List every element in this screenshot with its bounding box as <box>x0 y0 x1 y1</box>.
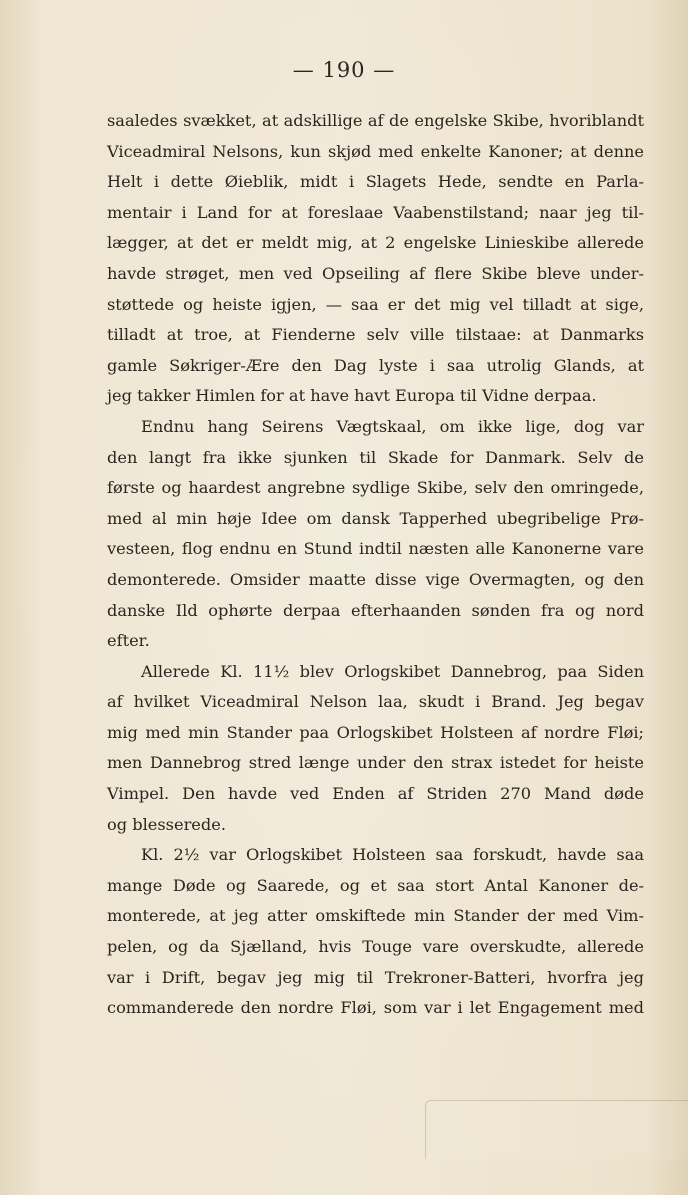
page-corner-stain <box>425 1100 688 1159</box>
text-line: lægger, at det er meldt mig, at 2 engelske Linieskibe allerede <box>107 233 644 253</box>
text-line: den langt fra ikke sjunken til Skade for Danmark. Selv de <box>107 447 644 467</box>
text-line: af hvilket Viceadmiral Nelson laa, skudt i Brand. Jeg begav <box>107 692 644 712</box>
text-line: Kl. 2½ var Orlogskibet Holsteen saa forskudt, havde saa <box>141 845 644 865</box>
paragraph <box>107 412 644 657</box>
text-line: Helt i dette Øieblik, midt i Slagets Hede, sendte en Parla- <box>107 172 644 192</box>
text-line: danske Ild ophørte derpaa efterhaanden sønden fra og nord <box>107 600 644 620</box>
text-line: Vimpel. Den havde ved Enden af Striden 270 Mand døde <box>107 784 644 804</box>
text-line: støttede og heiste igjen, — saa er det mig vel tilladt at sige, <box>107 294 644 314</box>
text-line: commanderede den nordre Fløi, som var i let Engagement med <box>107 998 644 1018</box>
body-text <box>107 106 644 1024</box>
text-line: var i Drift, begav jeg mig til Trekroner-Batteri, hvorfra jeg <box>107 967 644 987</box>
text-line: jeg takker Himlen for at have havt Europa til Vidne derpaa. <box>107 386 597 406</box>
text-line: saaledes svækket, at adskillige af de engelske Skibe, hvoriblandt <box>107 111 644 130</box>
text-line: Allerede Kl. 11½ blev Orlogskibet Dannebrog, paa Siden <box>141 661 644 681</box>
text-line: med al min høje Idee om dansk Tapperhed ubegribelige Prø- <box>107 508 644 528</box>
text-line: første og haardest angrebne sydlige Skibe, selv den omringede, <box>107 478 644 498</box>
text-line: vesteen, flog endnu en Stund indtil næsten alle Kanonerne vare <box>107 539 644 559</box>
text-line: Viceadmiral Nelsons, kun skjød med enkelte Kanoner; at denne <box>107 141 644 161</box>
paragraph <box>107 106 644 412</box>
text-line: efter. <box>107 631 150 651</box>
page-number: — 190 — <box>292 58 396 82</box>
text-line: men Dannebrog stred længe under den strax istedet for heiste <box>107 753 644 773</box>
text-line: pelen, og da Sjælland, hvis Touge vare overskudte, allerede <box>107 937 644 957</box>
text-line: mange Døde og Saarede, og et saa stort Antal Kanoner de- <box>107 875 644 895</box>
paragraph <box>107 840 644 1024</box>
text-line: tilladt at troe, at Fienderne selv ville tilstaae: at Danmarks <box>107 325 644 345</box>
text-line: Endnu hang Seirens Vægtskaal, om ikke lige, dog var <box>141 416 644 436</box>
text-line: og blesserede. <box>107 814 226 834</box>
text-line: demonterede. Omsider maatte disse vige Overmagten, og den <box>107 569 644 589</box>
text-line: mig med min Stander paa Orlogskibet Holsteen af nordre Fløi; <box>107 722 644 742</box>
text-line: monterede, at jeg atter omskiftede min Stander der med Vim- <box>107 906 644 926</box>
paragraph <box>107 657 644 841</box>
text-line: mentair i Land for at foreslaae Vaabenstilstand; naar jeg til- <box>107 202 644 222</box>
text-line: havde strøget, men ved Opseiling af flere Skibe bleve under- <box>107 263 644 283</box>
text-line: gamle Søkriger-Ære den Dag lyste i saa utrolig Glands, at <box>107 355 644 375</box>
